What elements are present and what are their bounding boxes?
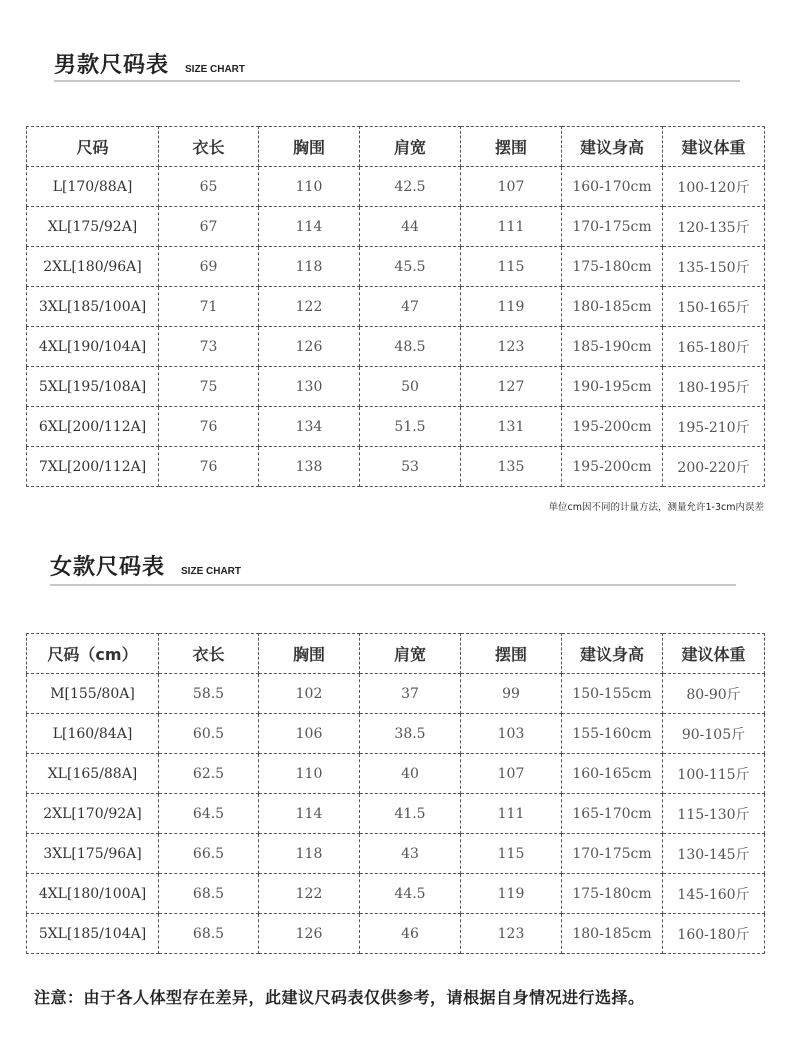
cell-hem: 119 [461, 874, 562, 914]
cell-shoulder: 40 [360, 754, 461, 794]
cell-hem: 107 [461, 167, 562, 207]
cell-height: 180-185cm [562, 914, 663, 954]
cell-shoulder: 43 [360, 834, 461, 874]
cell-height: 165-170cm [562, 794, 663, 834]
table-row [27, 674, 765, 714]
cell-size: 6XL[200/112A] [27, 407, 159, 447]
cell-shoulder: 44.5 [360, 874, 461, 914]
cell-length: 73 [159, 327, 259, 367]
cell-weight: 135-150斤 [663, 247, 765, 287]
women-table-header-row [27, 634, 765, 674]
cell-shoulder: 42.5 [360, 167, 461, 207]
cell-length: 68.5 [159, 914, 259, 954]
header-shoulder: 肩宽 [360, 634, 461, 674]
cell-size: 4XL[190/104A] [27, 327, 159, 367]
cell-weight: 115-130斤 [663, 794, 765, 834]
header-weight: 建议体重 [663, 634, 765, 674]
cell-size: XL[175/92A] [27, 207, 159, 247]
cell-chest: 130 [259, 367, 360, 407]
cell-length: 65 [159, 167, 259, 207]
women-size-table [26, 633, 765, 954]
cell-height: 160-165cm [562, 754, 663, 794]
cell-weight: 180-195斤 [663, 367, 765, 407]
cell-height: 155-160cm [562, 714, 663, 754]
header-weight: 建议体重 [663, 127, 765, 167]
cell-hem: 115 [461, 247, 562, 287]
men-measurement-note: 单位cm因不同的计量方法，测量允许1-3cm内误差 [548, 502, 764, 513]
cell-shoulder: 46 [360, 914, 461, 954]
cell-chest: 118 [259, 834, 360, 874]
women-title-row [50, 550, 241, 581]
table-row [27, 834, 765, 874]
cell-length: 64.5 [159, 794, 259, 834]
cell-length: 68.5 [159, 874, 259, 914]
cell-size: 5XL[195/108A] [27, 367, 159, 407]
cell-chest: 110 [259, 167, 360, 207]
cell-shoulder: 45.5 [360, 247, 461, 287]
cell-chest: 106 [259, 714, 360, 754]
cell-shoulder: 50 [360, 367, 461, 407]
cell-size: L[160/84A] [27, 714, 159, 754]
cell-height: 170-175cm [562, 207, 663, 247]
cell-weight: 150-165斤 [663, 287, 765, 327]
cell-chest: 122 [259, 874, 360, 914]
table-row [27, 794, 765, 834]
cell-hem: 111 [461, 794, 562, 834]
cell-hem: 123 [461, 327, 562, 367]
cell-chest: 118 [259, 247, 360, 287]
footer-disclaimer: 注意：由于各人体型存在差异，此建议尺码表仅供参考，请根据自身情况进行选择。 [34, 988, 645, 1007]
cell-size: 2XL[170/92A] [27, 794, 159, 834]
cell-hem: 127 [461, 367, 562, 407]
men-chart-title: 男款尺码表 [54, 53, 170, 78]
cell-length: 75 [159, 367, 259, 407]
cell-height: 195-200cm [562, 447, 663, 487]
men-title-divider [54, 80, 740, 82]
cell-chest: 122 [259, 287, 360, 327]
cell-weight: 200-220斤 [663, 447, 765, 487]
header-hem: 摆围 [461, 127, 562, 167]
cell-weight: 80-90斤 [663, 674, 765, 714]
cell-hem: 107 [461, 754, 562, 794]
cell-shoulder: 51.5 [360, 407, 461, 447]
table-row [27, 327, 765, 367]
header-shoulder: 肩宽 [360, 127, 461, 167]
men-chart-subtitle: SIZE CHART [185, 64, 246, 75]
cell-weight: 160-180斤 [663, 914, 765, 954]
cell-chest: 114 [259, 207, 360, 247]
header-height: 建议身高 [562, 634, 663, 674]
cell-weight: 90-105斤 [663, 714, 765, 754]
men-title-row [54, 48, 245, 79]
cell-height: 160-170cm [562, 167, 663, 207]
women-chart-subtitle: SIZE CHART [181, 566, 242, 577]
table-row [27, 874, 765, 914]
cell-length: 69 [159, 247, 259, 287]
cell-size: 3XL[175/96A] [27, 834, 159, 874]
cell-shoulder: 48.5 [360, 327, 461, 367]
header-size: 尺码（cm） [27, 634, 159, 674]
cell-hem: 131 [461, 407, 562, 447]
women-title-divider [50, 584, 736, 586]
cell-hem: 135 [461, 447, 562, 487]
cell-shoulder: 37 [360, 674, 461, 714]
cell-chest: 126 [259, 914, 360, 954]
cell-size: XL[165/88A] [27, 754, 159, 794]
cell-height: 190-195cm [562, 367, 663, 407]
cell-hem: 115 [461, 834, 562, 874]
men-size-table [26, 126, 765, 487]
cell-size: 2XL[180/96A] [27, 247, 159, 287]
cell-size: 7XL[200/112A] [27, 447, 159, 487]
header-length: 衣长 [159, 127, 259, 167]
header-length: 衣长 [159, 634, 259, 674]
cell-shoulder: 53 [360, 447, 461, 487]
cell-hem: 123 [461, 914, 562, 954]
cell-length: 62.5 [159, 754, 259, 794]
cell-weight: 165-180斤 [663, 327, 765, 367]
cell-height: 175-180cm [562, 247, 663, 287]
cell-length: 66.5 [159, 834, 259, 874]
cell-size: 4XL[180/100A] [27, 874, 159, 914]
cell-height: 185-190cm [562, 327, 663, 367]
cell-chest: 126 [259, 327, 360, 367]
cell-chest: 138 [259, 447, 360, 487]
table-row [27, 914, 765, 954]
cell-length: 76 [159, 407, 259, 447]
cell-hem: 103 [461, 714, 562, 754]
cell-size: L[170/88A] [27, 167, 159, 207]
cell-shoulder: 44 [360, 207, 461, 247]
cell-chest: 134 [259, 407, 360, 447]
header-chest: 胸围 [259, 127, 360, 167]
men-table-header-row [27, 127, 765, 167]
cell-chest: 110 [259, 754, 360, 794]
cell-weight: 100-115斤 [663, 754, 765, 794]
header-hem: 摆围 [461, 634, 562, 674]
cell-length: 60.5 [159, 714, 259, 754]
table-row [27, 287, 765, 327]
cell-height: 180-185cm [562, 287, 663, 327]
cell-height: 175-180cm [562, 874, 663, 914]
table-row [27, 367, 765, 407]
cell-weight: 195-210斤 [663, 407, 765, 447]
cell-weight: 145-160斤 [663, 874, 765, 914]
table-row [27, 407, 765, 447]
cell-size: 3XL[185/100A] [27, 287, 159, 327]
cell-size: M[155/80A] [27, 674, 159, 714]
cell-weight: 130-145斤 [663, 834, 765, 874]
cell-length: 76 [159, 447, 259, 487]
table-row [27, 447, 765, 487]
cell-height: 150-155cm [562, 674, 663, 714]
cell-hem: 111 [461, 207, 562, 247]
cell-shoulder: 38.5 [360, 714, 461, 754]
cell-chest: 114 [259, 794, 360, 834]
cell-length: 67 [159, 207, 259, 247]
cell-shoulder: 47 [360, 287, 461, 327]
cell-hem: 99 [461, 674, 562, 714]
cell-chest: 102 [259, 674, 360, 714]
cell-weight: 100-120斤 [663, 167, 765, 207]
cell-size: 5XL[185/104A] [27, 914, 159, 954]
cell-length: 58.5 [159, 674, 259, 714]
header-height: 建议身高 [562, 127, 663, 167]
cell-height: 195-200cm [562, 407, 663, 447]
cell-hem: 119 [461, 287, 562, 327]
table-row [27, 207, 765, 247]
table-row [27, 167, 765, 207]
women-chart-title: 女款尺码表 [50, 555, 166, 580]
table-row [27, 754, 765, 794]
table-row [27, 247, 765, 287]
cell-weight: 120-135斤 [663, 207, 765, 247]
cell-shoulder: 41.5 [360, 794, 461, 834]
header-chest: 胸围 [259, 634, 360, 674]
table-row [27, 714, 765, 754]
cell-height: 170-175cm [562, 834, 663, 874]
cell-length: 71 [159, 287, 259, 327]
header-size: 尺码 [27, 127, 159, 167]
